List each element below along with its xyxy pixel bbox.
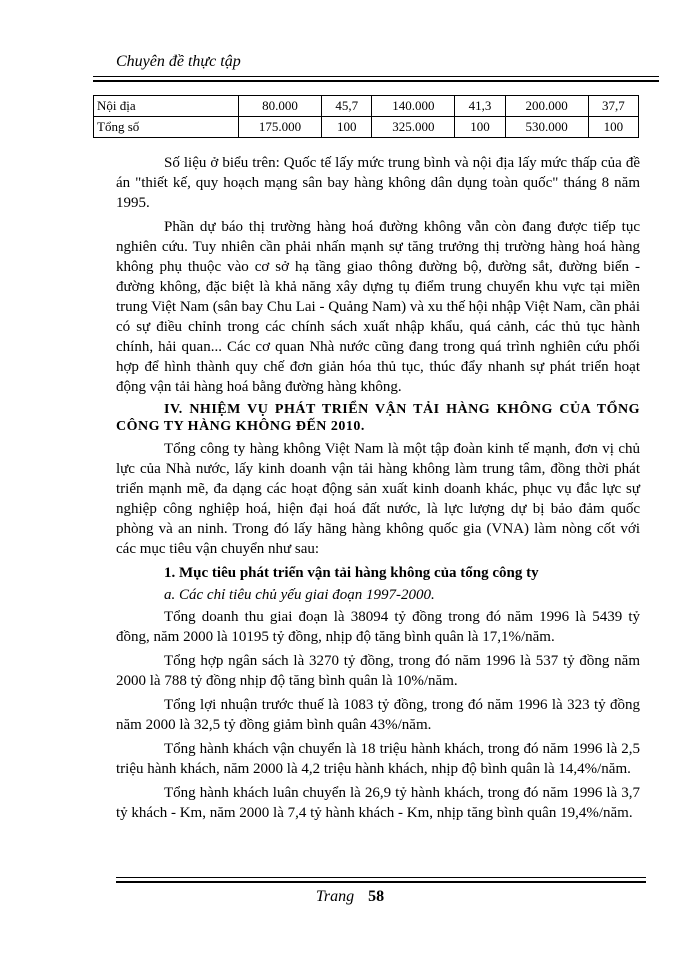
sub-subsection-heading: a. Các chỉ tiêu chủ yếu giai đoạn 1997-2000.	[164, 587, 435, 603]
table-cell: 200.000	[505, 96, 588, 117]
table-cell: 100	[455, 117, 505, 138]
paragraph-budget: Tổng hợp ngân sách là 3270 tỷ đồng, trong đó năm 1996 là 537 tỷ đồng năm 2000 là 788 tỷ đồng nhịp độ tăng bình quân là 10%/năm.	[116, 653, 640, 689]
table-cell: 100	[322, 117, 372, 138]
table-row	[94, 117, 639, 138]
document-body	[116, 153, 640, 827]
paragraph-profit: Tổng lợi nhuận trước thuế là 1083 tỷ đồng, trong đó năm 1996 là 323 tỷ đồng năm 2000 là 32,5 tỷ đồng giảm bình quân 43%/năm.	[116, 697, 640, 733]
table-cell: Tổng số	[94, 117, 239, 138]
paragraph-corporation-intro: Tổng công ty hàng không Việt Nam là một tập đoàn kinh tế mạnh, đơn vị chủ lực của Nhà nước, lấy kinh doanh vận tải hàng không làm trung tâm, đồng thời phát triển mạnh mẽ, đa dạng các hoạt động sản xuất kinh doanh khác, phục vụ đắc lực sự nghiệp công nghiệp hoá, hiện đại hoá đất nước, là lực lượng dự bị bảo đảm quốc phòng và an ninh. Trong đó lấy hãng hàng không quốc gia (VNA) làm nòng cốt với các mục tiêu vận chuyển như sau:	[116, 441, 640, 557]
paragraph-revenue: Tổng doanh thu giai đoạn là 38094 tỷ đồng trong đó năm 1996 là 5439 tỷ đồng, năm 2000 là 10195 tỷ đồng, nhịp độ tăng bình quân là 17,1%/năm.	[116, 609, 640, 645]
paragraph-data-source: Số liệu ở biểu trên: Quốc tế lấy mức trung bình và nội địa lấy mức thấp của đề án "thiết kế, quy hoạch mạng sân bay hàng không dân dụng toàn quốc" tháng 8 năm 1995.	[116, 155, 640, 211]
cargo-forecast-table	[93, 95, 639, 138]
paragraph-cargo-forecast: Phần dự báo thị trường hàng hoá đường không vẫn còn đang được tiếp tục nghiên cứu. Tuy nhiên cần phải nhấn mạnh sự tăng trưởng thị trường hàng hoá hàng không phụ thuộc vào cơ sở hạ tầng giao thông đường bộ, đường sắt, đường biển - đường không, đặc biệt là khả năng xây dựng tụ điểm trung chuyển khu vực tại miền trung Việt Nam (sân bay Chu Lai - Quảng Nam) và xu thế hội nhập Việt Nam, cần phải có sự điều chỉnh trong các chính sách xuất nhập khẩu, quá cảnh, các thủ tục hành chính, hải quan... Các cơ quan Nhà nước cũng đang trong quá trình nghiên cứu phối hợp để hình thành quy chế đơn giản hóa thủ tục, thúc đẩy nhanh sự phát triển hoạt động vận tải hàng hoá bằng đường hàng không.	[116, 219, 640, 395]
table-cell: 530.000	[505, 117, 588, 138]
footer-rule	[116, 877, 646, 878]
table-cell: 45,7	[322, 96, 372, 117]
subsection-heading: 1. Mục tiêu phát triển vận tải hàng không của tổng công ty	[164, 565, 539, 581]
table-cell: 175.000	[239, 117, 322, 138]
table-cell: 37,7	[588, 96, 638, 117]
table-cell: 140.000	[372, 96, 455, 117]
table-cell: 100	[588, 117, 638, 138]
paragraph-passengers: Tổng hành khách vận chuyển là 18 triệu hành khách, trong đó năm 1996 là 2,5 triệu hành khách, năm 2000 là 4,2 triệu hành khách, nhịp độ bình quân là 14,4%/năm.	[116, 741, 640, 777]
header-rule-thick	[93, 80, 659, 82]
table-cell: Nội địa	[94, 96, 239, 117]
table-cell: 41,3	[455, 96, 505, 117]
page-label: Trang	[315, 888, 355, 905]
page-header-title: Chuyên đề thực tập	[116, 53, 241, 70]
header-rule	[93, 76, 659, 77]
page-number: 58	[368, 888, 385, 905]
table-row	[94, 96, 639, 117]
page-footer	[0, 888, 700, 906]
table-cell: 80.000	[239, 96, 322, 117]
section-heading: IV. NHIỆM VỤ PHÁT TRIỂN VẬN TẢI HÀNG KHÔNG CỦA TỔNG CÔNG TY HÀNG KHÔNG ĐẾN 2010.	[116, 402, 640, 434]
footer-rule-thick	[116, 881, 646, 883]
table-cell: 325.000	[372, 117, 455, 138]
paragraph-passenger-km: Tổng hành khách luân chuyển là 26,9 tỷ hành khách, trong đó năm 1996 là 3,7 tỷ khách - Km, năm 2000 là 7,4 tỷ hành khách - Km, nhịp tăng bình quân 19,4%/năm.	[116, 785, 640, 821]
